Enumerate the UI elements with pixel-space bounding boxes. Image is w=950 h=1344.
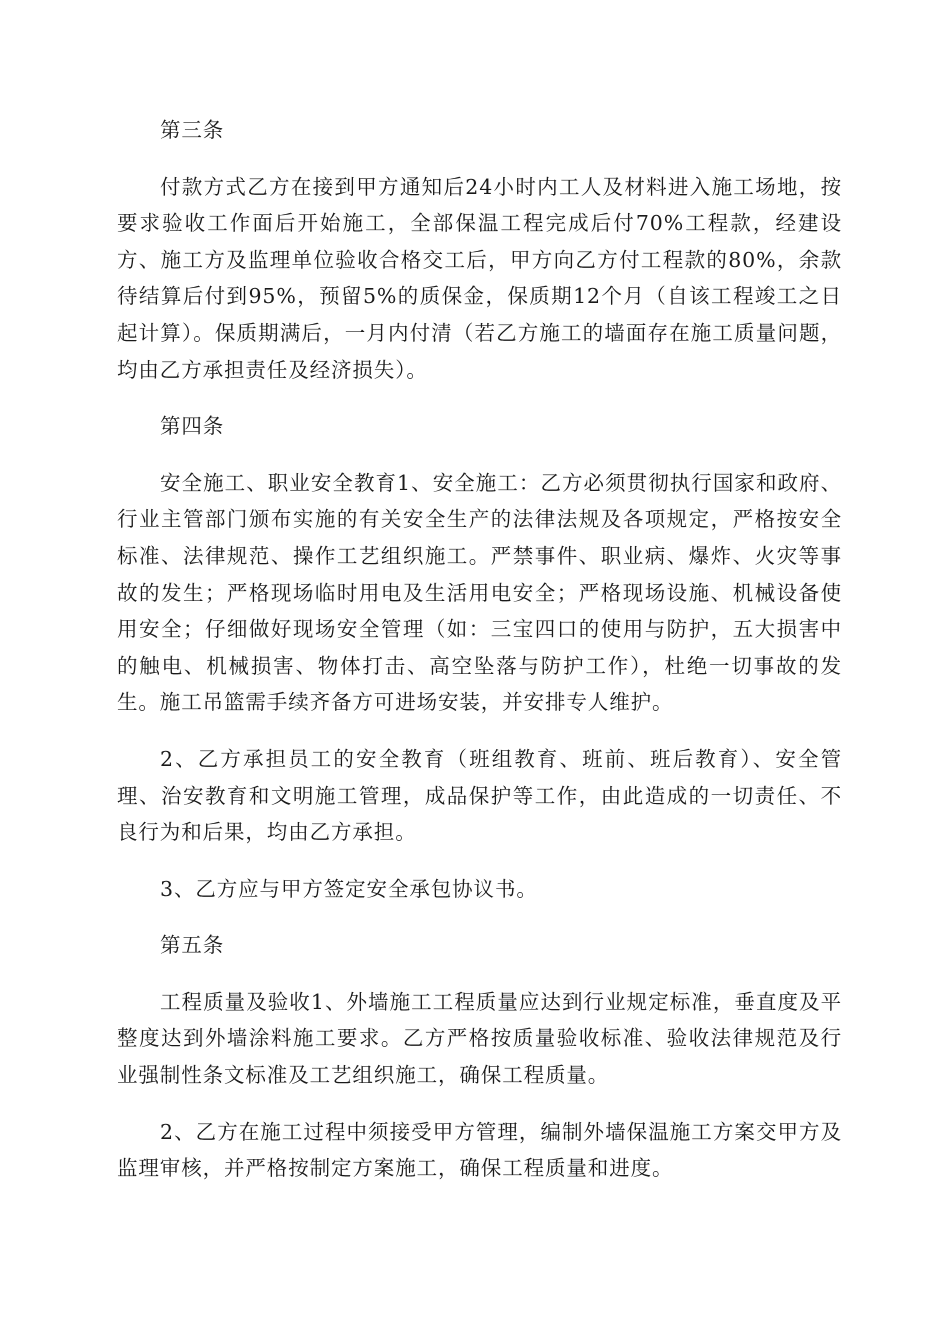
paragraph-safety-construction: 安全施工、职业安全教育1、安全施工：乙方必须贯彻执行国家和政府、行业主管部门颁布实施的有关安全生产的法律法规及各项规定，严格按安全标准、法律规范、操作工艺组织施工。严禁事件、职业病、爆炸、火灾等事故的发生；严格现场临时用电及生活用电安全；严格现场设施、机械设备使用安全；仔细做好现场安全管理（如：三宝四口的使用与防护，五大损害中的触电、机械损害、物体打击、高空坠落与防护工作），杜绝一切事故的发生。施工吊篮需手续齐备方可进场安装，并安排专人维护。 <box>117 470 842 715</box>
paragraph-quality-standard: 工程质量及验收1、外墙施工工程质量应达到行业规定标准，垂直度及平整度达到外墙涂料施工要求。乙方严格按质量验收标准、验收法律规范及行业强制性条文标准及工艺组织施工，确保工程质量。 <box>117 989 842 1088</box>
spacer <box>117 721 842 741</box>
spacer <box>117 907 842 927</box>
section-heading-3: 第三条 <box>160 118 225 142</box>
section-heading-5: 第五条 <box>160 933 225 958</box>
spacer <box>117 851 842 871</box>
spacer <box>117 445 842 465</box>
spacer <box>117 964 842 984</box>
spacer <box>117 149 842 169</box>
paragraph-safety-agreement: 3、乙方应与甲方签定安全承包协议书。 <box>160 876 538 901</box>
section-heading-4: 第四条 <box>160 414 225 439</box>
spacer <box>117 388 842 408</box>
paragraph-quality-management: 2、乙方在施工过程中须接受甲方管理，编制外墙保温施工方案交甲方及监理审核，并严格按制定方案施工，确保工程质量和进度。 <box>117 1119 842 1181</box>
paragraph-payment-terms: 付款方式乙方在接到甲方通知后24小时内工人及材料进入施工场地，按要求验收工作面后开始施工，全部保温工程完成后付70%工程款，经建设方、施工方及监理单位验收合格交工后，甲方向乙方付工程款的80%，余款待结算后付到95%，预留5%的质保金，保质期12个月（自该工程竣工之日起计算）。保质期满后，一月内付清（若乙方施工的墙面存在施工质量问题，均由乙方承担责任及经济损失）。 <box>117 174 842 382</box>
paragraph-safety-education: 2、乙方承担员工的安全教育（班组教育、班前、班后教育）、安全管理、治安教育和文明施工管理，成品保护等工作，由此造成的一切责任、不良行为和后果，均由乙方承担。 <box>117 746 842 845</box>
spacer <box>117 1094 842 1114</box>
